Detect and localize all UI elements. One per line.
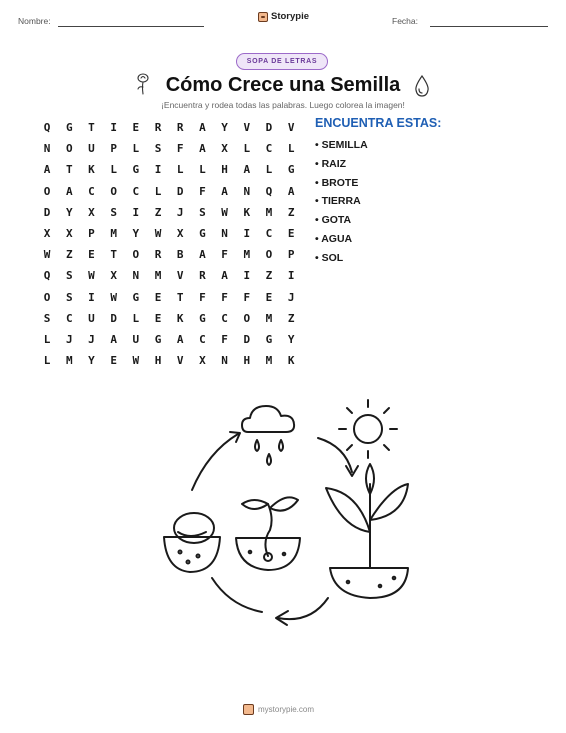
- grid-letter[interactable]: P: [110, 142, 117, 156]
- grid-letter[interactable]: V: [243, 121, 251, 135]
- grid-letter[interactable]: X: [88, 205, 95, 219]
- grid-letter[interactable]: V: [176, 354, 184, 368]
- grid-letter[interactable]: Y: [132, 227, 140, 241]
- grid-letter[interactable]: E: [132, 121, 140, 135]
- grid-letter[interactable]: L: [43, 354, 51, 368]
- grid-letter[interactable]: C: [65, 311, 73, 325]
- grid-letter[interactable]: Z: [287, 311, 295, 325]
- grid-letter[interactable]: Y: [221, 121, 228, 135]
- grid-letter[interactable]: U: [88, 142, 95, 156]
- grid-letter[interactable]: X: [65, 227, 73, 241]
- brand-name: Storypie: [271, 11, 310, 22]
- grid-letter[interactable]: T: [88, 121, 95, 135]
- grid-letter[interactable]: R: [199, 269, 206, 283]
- grid-letter[interactable]: E: [154, 311, 162, 325]
- grid-letter[interactable]: F: [221, 248, 228, 262]
- grid-letter[interactable]: S: [199, 205, 206, 219]
- grid-letter[interactable]: J: [287, 290, 295, 304]
- cloud-rain-icon: [242, 406, 294, 465]
- grid-letter[interactable]: T: [65, 163, 73, 177]
- grid-letter[interactable]: N: [221, 354, 228, 368]
- grid-letter[interactable]: C: [88, 184, 95, 198]
- date-label: Fecha:: [392, 16, 418, 26]
- grid-letter[interactable]: Q: [265, 184, 273, 198]
- grid-letter[interactable]: M: [65, 354, 73, 368]
- grid-letter[interactable]: A: [110, 332, 117, 346]
- grid-letter[interactable]: H: [221, 163, 228, 177]
- grid-letter[interactable]: W: [132, 354, 140, 368]
- grid-letter[interactable]: L: [154, 184, 162, 198]
- grid-letter[interactable]: S: [154, 142, 162, 156]
- grid-letter[interactable]: Y: [88, 354, 95, 368]
- word-item: • SOL: [315, 251, 344, 264]
- category-badge: SOPA DE LETRAS: [236, 53, 328, 70]
- grid-letter[interactable]: P: [287, 248, 295, 262]
- grid-letter[interactable]: E: [110, 354, 117, 368]
- cycle-arrow-icon: [192, 432, 358, 625]
- grid-letter[interactable]: J: [176, 205, 184, 219]
- grid-letter[interactable]: E: [88, 248, 95, 262]
- grid-letter[interactable]: X: [221, 142, 228, 156]
- word-item: • RAIZ: [315, 157, 347, 170]
- grid-letter[interactable]: O: [43, 184, 51, 198]
- grid-letter[interactable]: Z: [65, 248, 73, 262]
- grid-letter[interactable]: M: [265, 354, 273, 368]
- storypie-logo-icon: [243, 704, 254, 715]
- grid-letter[interactable]: L: [110, 163, 117, 177]
- grid-letter[interactable]: S: [43, 311, 51, 325]
- grid-letter[interactable]: T: [176, 290, 184, 304]
- grid-letter[interactable]: L: [176, 163, 184, 177]
- grid-letter[interactable]: B: [176, 248, 184, 262]
- grid-letter[interactable]: F: [221, 332, 228, 346]
- grid-letter[interactable]: C: [199, 332, 206, 346]
- grid-letter[interactable]: Y: [65, 205, 73, 219]
- grid-letter[interactable]: J: [88, 332, 95, 346]
- date-line[interactable]: [430, 26, 548, 27]
- instructions: ¡Encuentra y rodea todas las palabras. Luego colorea la imagen!: [161, 100, 405, 110]
- grid-letter[interactable]: A: [243, 163, 251, 177]
- grid-letter[interactable]: L: [132, 142, 140, 156]
- grid-letter[interactable]: X: [176, 227, 184, 241]
- grid-letter[interactable]: X: [110, 269, 117, 283]
- plant-growth-illustration[interactable]: [150, 392, 420, 642]
- grid-letter[interactable]: N: [243, 184, 251, 198]
- grid-letter[interactable]: I: [287, 269, 295, 283]
- plant-icon: [326, 464, 408, 598]
- letter-grid[interactable]: [36, 117, 302, 371]
- grid-letter[interactable]: P: [88, 227, 95, 241]
- footer-url: mystorypie.com: [258, 705, 315, 714]
- grid-letter[interactable]: W: [43, 248, 51, 262]
- grid-letter[interactable]: D: [265, 121, 273, 135]
- grid-letter[interactable]: X: [43, 227, 51, 241]
- drop-icon: [413, 74, 431, 98]
- grid-letter[interactable]: H: [243, 354, 251, 368]
- grid-letter[interactable]: U: [132, 332, 140, 346]
- grid-letter[interactable]: S: [65, 269, 73, 283]
- grid-letter[interactable]: A: [199, 121, 206, 135]
- grid-letter[interactable]: E: [287, 227, 295, 241]
- grid-letter[interactable]: O: [243, 311, 251, 325]
- grid-letter[interactable]: O: [265, 248, 273, 262]
- grid-letter[interactable]: W: [154, 227, 162, 241]
- grid-letter[interactable]: A: [65, 184, 73, 198]
- grid-letter[interactable]: G: [132, 290, 140, 304]
- grid-letter[interactable]: I: [132, 205, 140, 219]
- grid-letter[interactable]: M: [243, 248, 251, 262]
- grid-letter[interactable]: Z: [287, 205, 295, 219]
- grid-letter[interactable]: C: [132, 184, 140, 198]
- grid-letter[interactable]: T: [110, 248, 117, 262]
- grid-letter[interactable]: O: [43, 290, 51, 304]
- grid-letter[interactable]: D: [243, 332, 251, 346]
- word-item: • GOTA: [315, 214, 352, 227]
- grid-letter[interactable]: L: [287, 142, 295, 156]
- grid-letter[interactable]: A: [221, 269, 228, 283]
- grid-letter[interactable]: O: [65, 142, 73, 156]
- grid-letter[interactable]: S: [65, 290, 73, 304]
- grid-letter[interactable]: E: [265, 290, 273, 304]
- grid-letter[interactable]: I: [110, 121, 117, 135]
- grid-letter[interactable]: K: [287, 354, 295, 368]
- grid-letter[interactable]: M: [265, 311, 273, 325]
- word-item: • AGUA: [315, 232, 353, 245]
- footer: [243, 704, 314, 715]
- grid-letter[interactable]: K: [243, 205, 251, 219]
- grid-letter[interactable]: D: [110, 311, 117, 325]
- grid-letter[interactable]: D: [43, 205, 51, 219]
- grid-letter[interactable]: Z: [265, 269, 273, 283]
- grid-letter[interactable]: C: [265, 142, 273, 156]
- grid-letter[interactable]: M: [154, 269, 162, 283]
- grid-letter[interactable]: I: [243, 269, 251, 283]
- grid-letter[interactable]: L: [43, 332, 51, 346]
- grid-letter[interactable]: G: [65, 121, 73, 135]
- grid-letter[interactable]: F: [243, 290, 251, 304]
- grid-letter[interactable]: R: [154, 121, 162, 135]
- grid-letter[interactable]: D: [176, 184, 184, 198]
- word-item: • SEMILLA: [315, 139, 368, 151]
- grid-letter[interactable]: L: [199, 163, 206, 177]
- grid-letter[interactable]: C: [221, 311, 228, 325]
- grid-letter[interactable]: M: [265, 205, 273, 219]
- grid-letter[interactable]: N: [132, 269, 140, 283]
- grid-letter[interactable]: R: [176, 121, 184, 135]
- grid-letter[interactable]: S: [110, 205, 117, 219]
- grid-letter[interactable]: J: [65, 332, 73, 346]
- grid-letter[interactable]: O: [132, 248, 140, 262]
- grid-letter[interactable]: Q: [43, 269, 51, 283]
- name-label: Nombre:: [18, 16, 51, 26]
- grid-letter[interactable]: A: [199, 248, 206, 262]
- grid-letter[interactable]: W: [221, 205, 228, 219]
- grid-letter[interactable]: H: [154, 354, 162, 368]
- grid-letter[interactable]: M: [110, 227, 117, 241]
- grid-letter[interactable]: O: [110, 184, 117, 198]
- grid-letter[interactable]: G: [287, 163, 295, 177]
- grid-letter[interactable]: G: [265, 332, 273, 346]
- grid-letter[interactable]: G: [132, 163, 140, 177]
- word-item: • BROTE: [315, 176, 359, 189]
- grid-letter[interactable]: L: [243, 142, 251, 156]
- grid-letter[interactable]: N: [43, 142, 51, 156]
- word-list: [315, 136, 368, 268]
- grid-letter[interactable]: L: [132, 311, 140, 325]
- sun-icon: [339, 400, 397, 458]
- storypie-logo-icon: [258, 12, 268, 22]
- grid-letter[interactable]: A: [221, 184, 228, 198]
- grid-letter[interactable]: G: [154, 332, 162, 346]
- grid-letter[interactable]: U: [88, 311, 95, 325]
- grid-letter[interactable]: L: [265, 163, 273, 177]
- seedling-icon: [236, 497, 300, 570]
- grid-letter[interactable]: F: [221, 290, 228, 304]
- word-item: • TIERRA: [315, 195, 361, 208]
- grid-letter[interactable]: I: [243, 227, 251, 241]
- grid-letter[interactable]: Q: [43, 121, 51, 135]
- grid-letter[interactable]: G: [199, 227, 206, 241]
- grid-letter[interactable]: E: [154, 290, 162, 304]
- page-title: Cómo Crece una Semilla: [165, 74, 401, 96]
- grid-letter[interactable]: R: [154, 248, 162, 262]
- grid-letter[interactable]: Z: [154, 205, 162, 219]
- grid-letter[interactable]: F: [199, 290, 206, 304]
- word-list-title: ENCUENTRA ESTAS:: [315, 116, 442, 130]
- grid-letter[interactable]: X: [199, 354, 206, 368]
- grid-letter[interactable]: I: [154, 163, 162, 177]
- grid-letter[interactable]: A: [199, 142, 206, 156]
- grid-letter[interactable]: K: [176, 311, 184, 325]
- grid-letter[interactable]: K: [88, 163, 95, 177]
- grid-letter[interactable]: C: [265, 227, 273, 241]
- grid-letter[interactable]: W: [110, 290, 117, 304]
- grid-letter[interactable]: A: [43, 163, 51, 177]
- grid-letter[interactable]: A: [176, 332, 184, 346]
- grid-letter[interactable]: F: [176, 142, 184, 156]
- grid-letter[interactable]: A: [287, 184, 295, 198]
- seed-icon: [164, 513, 220, 572]
- grid-letter[interactable]: V: [176, 269, 184, 283]
- brand: [258, 11, 309, 22]
- grid-letter[interactable]: V: [287, 121, 295, 135]
- grid-letter[interactable]: F: [199, 184, 206, 198]
- grid-letter[interactable]: W: [88, 269, 95, 283]
- grid-letter[interactable]: G: [199, 311, 206, 325]
- grid-letter[interactable]: Y: [287, 332, 295, 346]
- name-line[interactable]: [58, 26, 204, 27]
- grid-letter[interactable]: I: [88, 290, 95, 304]
- grid-letter[interactable]: N: [221, 227, 228, 241]
